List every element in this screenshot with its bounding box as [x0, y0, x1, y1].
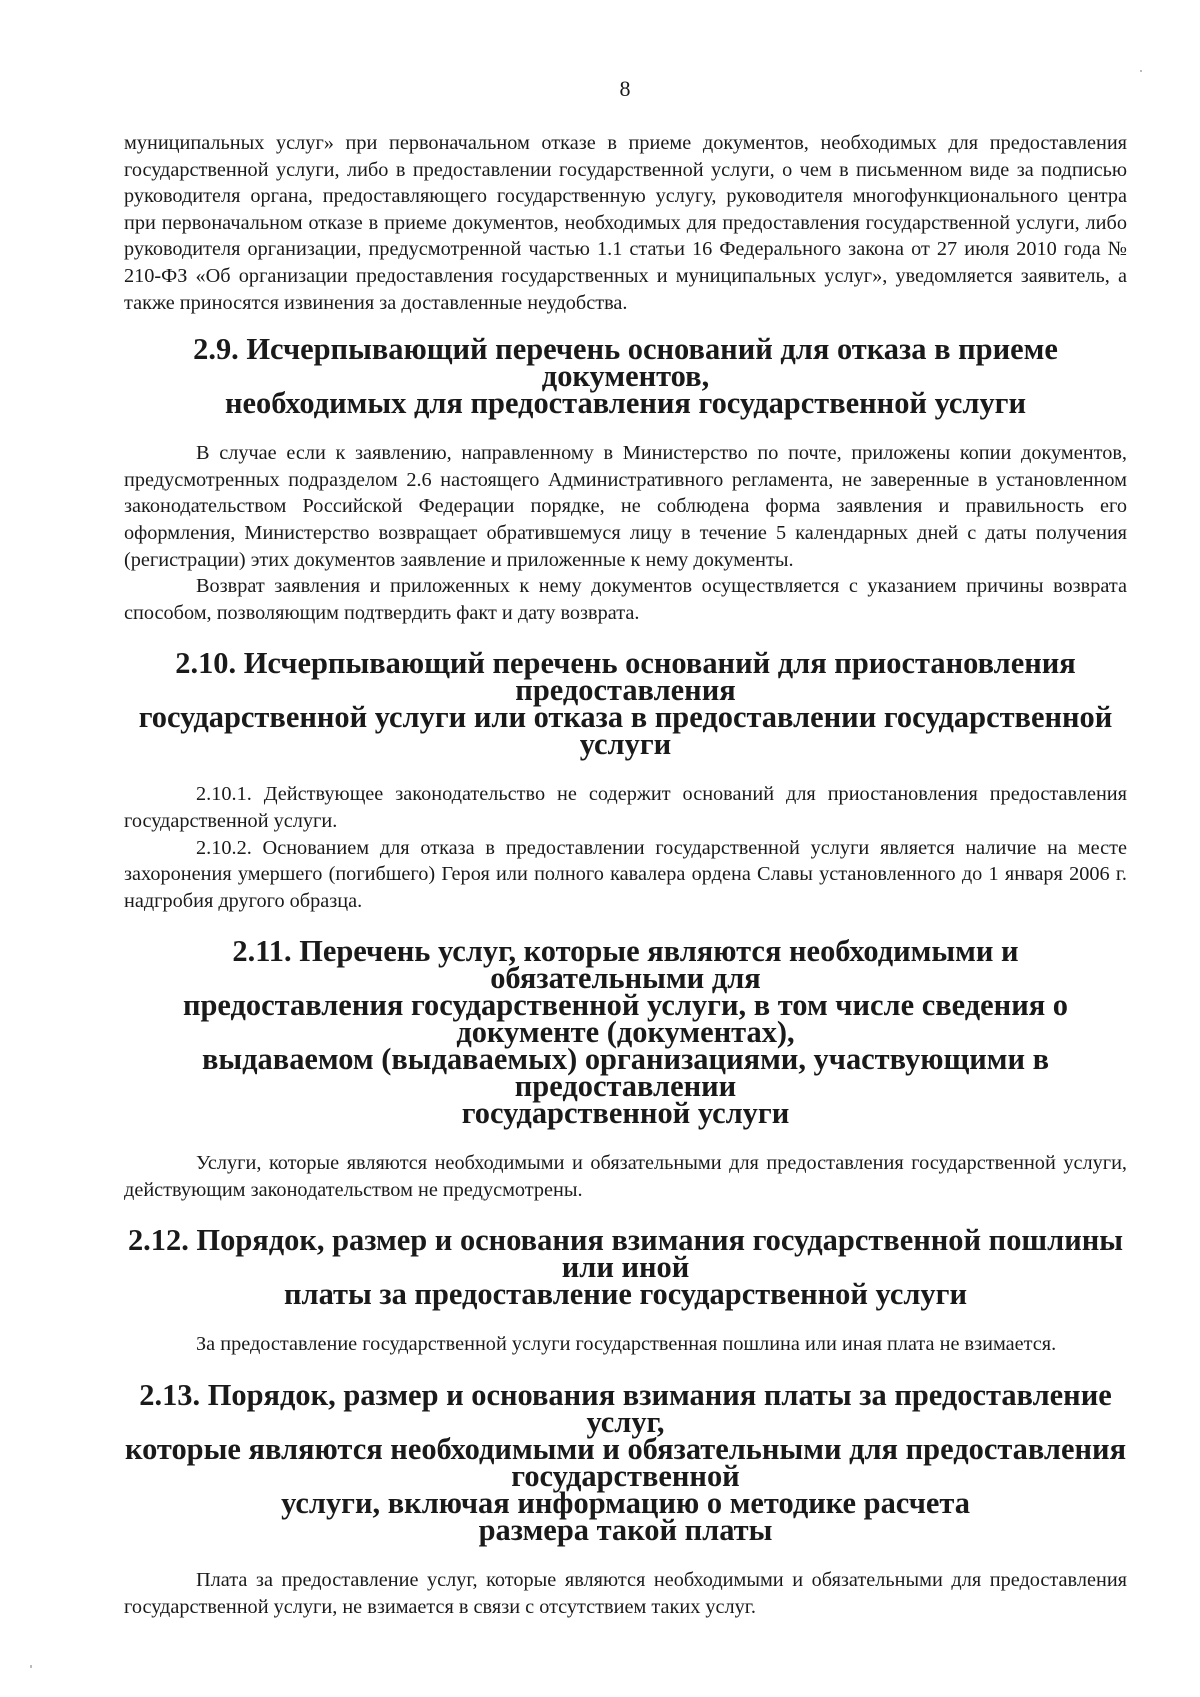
section-heading-2-11	[124, 934, 1127, 1131]
heading-line: необходимых для предоставления государственной услуги	[224, 386, 1027, 421]
heading-line: размера такой платы	[478, 1513, 773, 1548]
heading-line: которые являются необходимыми и обязательными для предоставления государственной	[124, 1432, 1127, 1494]
section-2-13	[124, 1378, 1127, 1620]
section-heading-2-12	[124, 1223, 1127, 1312]
paragraph: Услуги, которые являются необходимыми и обязательными для предоставления государственной услуги, действующим законодательством не предусмотрены.	[124, 1152, 1127, 1201]
section-2-9	[124, 332, 1127, 626]
heading-line: платы за предоставление государственной услуги	[283, 1277, 967, 1312]
intro-paragraph: муниципальных услуг» при первоначальном отказе в приеме документов, необходимых для предоставления государственной услуги, либо в предоставлении государственной услуги, о чем в письменном виде за подписью руководителя органа, предоставляющего государственную услугу, руководителя многофункционального центра при первоначальном отказе в приеме документов, необходимых для предоставления государственной услуги, либо руководителя организации, предусмотренной частью 1.1 статьи 16 Федерального закона от 27 июля 2010 года № 210-ФЗ «Об организации предоставления государственных и муниципальных услуг», уведомляется заявитель, а также приносятся извинения за доставленные неудобства.	[124, 132, 1127, 314]
paragraph: 2.10.2. Основанием для отказа в предоставлении государственной услуги является наличие на месте захоронения умершего (погибшего) Героя или полного кавалера ордена Славы установленного до 1 января 2006 г. надгробия другого образца.	[124, 836, 1127, 912]
section-2-11	[124, 934, 1127, 1203]
section-heading-2-13	[124, 1378, 1127, 1548]
paragraph: 2.10.1. Действующее законодательство не содержит оснований для приостановления предоставления государственной услуги.	[124, 783, 1127, 832]
paragraph: В случае если к заявлению, направленному в Министерство по почте, приложены копии документов, предусмотренных подразделом 2.6 настоящего Административного регламента, не заверенные в установленном законодательством Российской Федерации порядке, не соблюдена форма заявления и правильность его оформления, Министерство возвращает обратившемуся лицу в течение 5 календарных дней с даты получения (регистрации) этих документов заявление и приложенные к нему документы.	[124, 442, 1127, 571]
scan-speck	[1140, 70, 1142, 72]
paragraph: Плата за предоставление услуг, которые являются необходимыми и обязательными для предоставления государственной услуги, не взимается в связи с отсутствием таких услуг.	[124, 1569, 1127, 1618]
section-body	[124, 440, 1127, 626]
section-heading-2-9	[124, 332, 1127, 421]
section-body	[124, 1331, 1127, 1358]
section-body	[124, 1567, 1127, 1620]
section-body	[124, 781, 1127, 914]
paragraph: Возврат заявления и приложенных к нему документов осуществляется с указанием причины возврата способом, позволяющим подтвердить факт и дату возврата.	[124, 575, 1127, 624]
section-body	[124, 1150, 1127, 1203]
heading-line: 2.9. Исчерпывающий перечень оснований для отказа в приеме документов,	[193, 332, 1058, 394]
heading-line: государственной услуги или отказа в предоставлении государственной услуги	[138, 700, 1113, 762]
heading-line: выдаваемом (выдаваемых) организациями, участвующими в предоставлении	[201, 1042, 1050, 1104]
section-heading-2-10	[124, 646, 1127, 762]
scan-speck	[30, 1665, 32, 1668]
heading-line: предоставления государственной услуги, в том числе сведения о документе (документах),	[182, 988, 1069, 1050]
heading-line: государственной услуги	[461, 1096, 790, 1131]
heading-line: 2.11. Перечень услуг, которые являются необходимыми и обязательными для	[232, 934, 1019, 996]
heading-line: 2.10. Исчерпывающий перечень оснований для приостановления предоставления	[175, 646, 1076, 708]
section-2-10	[124, 646, 1127, 914]
page-number: 8	[619, 76, 631, 101]
heading-line: услуги, включая информацию о методике расчета	[281, 1486, 970, 1521]
heading-line: 2.12. Порядок, размер и основания взимания государственной пошлины или иной	[127, 1223, 1124, 1285]
paragraph: За предоставление государственной услуги государственная пошлина или иная плата не взимается.	[196, 1333, 1057, 1356]
section-2-12	[124, 1223, 1127, 1358]
heading-line: 2.13. Порядок, размер и основания взимания платы за предоставление услуг,	[139, 1378, 1112, 1440]
page-content	[124, 130, 1127, 1620]
